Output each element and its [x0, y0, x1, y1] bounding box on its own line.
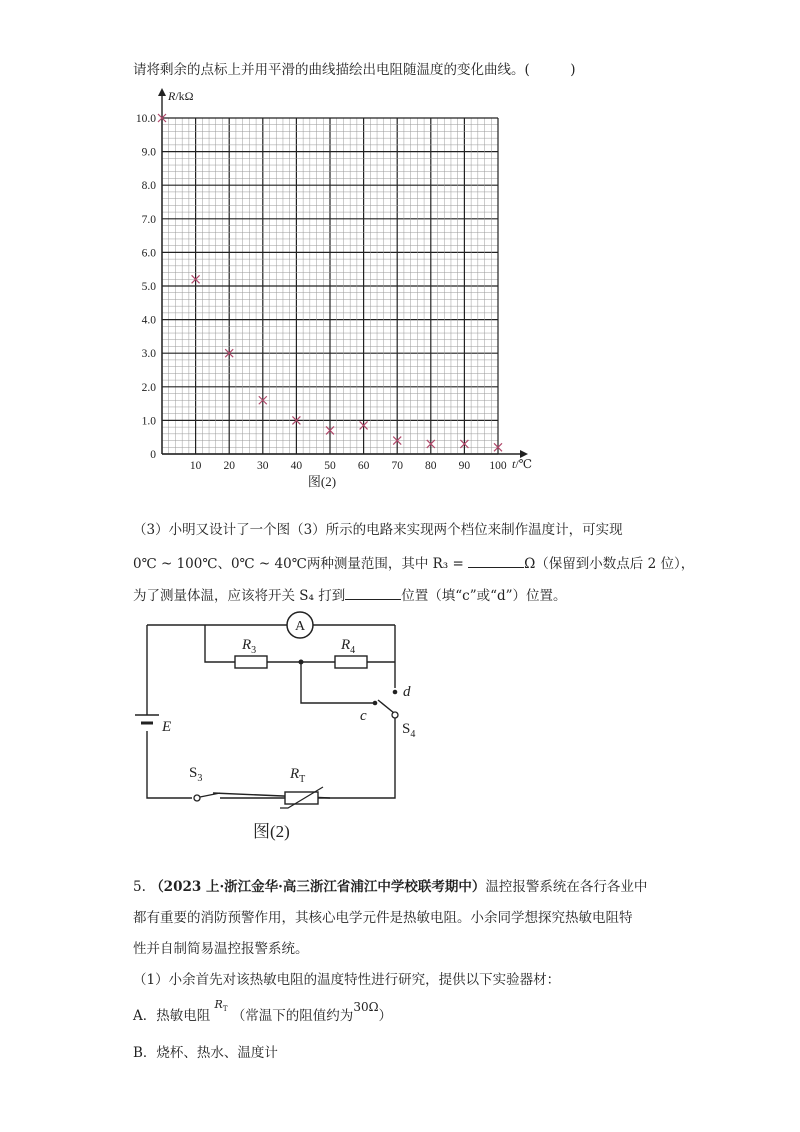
circuit-diagram: [130, 605, 430, 850]
s4-pivot-icon: [392, 712, 398, 718]
d-label: d: [403, 684, 411, 700]
q5-source: （2023 上·浙江金华·高三浙江省浦江中学校联考期中）: [150, 879, 486, 895]
q5-line1: [133, 877, 647, 897]
q3-line2-post: Ω（保留到小数点后 2 位），: [524, 556, 695, 572]
item-a-post: ）: [378, 1008, 393, 1024]
y-tick-label: 0: [150, 449, 156, 461]
s4-blade: [378, 700, 394, 713]
ammeter-label: A: [294, 619, 306, 634]
y-tick-label: 5.0: [141, 281, 156, 293]
x-axis-label: t/℃: [512, 457, 533, 471]
y-axis-arrow: [158, 88, 166, 96]
q3-line2: [133, 553, 694, 574]
r3-label: $R_3$: [242, 637, 257, 656]
resistance-temperature-chart: [120, 84, 550, 494]
q5-line4: （1）小余首先对该热敏电阻的温度特性进行研究，提供以下实验器材：: [133, 972, 561, 988]
q3-line2-pre: 0℃ ~ 100℃、0℃ ~ 40℃两种测量范围，其中 R₃ =: [133, 556, 464, 572]
y-tick-label: 10.0: [135, 113, 156, 125]
r4-label: $R_4$: [341, 637, 356, 656]
q5-item-b: B．烧杯、热水、温度计: [133, 1045, 278, 1061]
q5-line1-rest: 温控报警系统在各行各业中: [485, 879, 648, 895]
x-tick-label: 10: [189, 460, 202, 472]
q3-line3-pre: 为了测量体温，应该将开关 S₄ 打到: [133, 588, 346, 604]
s4-answer-blank[interactable]: [345, 585, 401, 600]
e-label: E: [162, 719, 172, 735]
y-tick-label: 7.0: [141, 213, 156, 226]
y-tick-label: 6.0: [141, 247, 156, 260]
r3-answer-blank[interactable]: [468, 553, 524, 568]
q3-line3-post: 位置（填“c”或“d”）位置。: [401, 588, 567, 604]
contact-d-dot: [393, 690, 398, 695]
wire-right-lower: [318, 713, 395, 798]
y-tick-label: 8.0: [141, 180, 156, 193]
x-tick-label: 30: [257, 460, 269, 472]
q5-line2: 都有重要的消防预警作用，其核心电学元件是热敏电阻。小余同学想探究热敏电阻特: [133, 910, 633, 926]
junction-dot: [299, 660, 304, 665]
x-tick-label: 80: [425, 460, 437, 472]
q3-line3: [133, 585, 567, 606]
resistor-r4-icon: [335, 656, 367, 668]
s4-label: $S_4$: [402, 721, 416, 740]
circuit-caption: 图(2): [253, 822, 290, 841]
x-tick-label: 70: [391, 460, 403, 472]
q5-line3: 性并自制简易温控报警系统。: [133, 941, 309, 957]
q5-number: 5.: [133, 879, 146, 895]
x-tick-label: 60: [357, 460, 370, 472]
y-tick-label: 4.0: [141, 314, 156, 327]
resistor-r3-icon: [235, 656, 267, 668]
y-tick-label: 1.0: [141, 415, 156, 428]
x-tick-label: 40: [290, 460, 303, 472]
x-tick-label: 100: [489, 460, 507, 472]
thermistor-icon: [285, 792, 318, 804]
wire-branch-left: [205, 625, 235, 662]
rt-label: $R_T$: [290, 766, 306, 785]
q3-line1: （3）小明又设计了一个图（3）所示的电路来实现两个档位来制作温度计，可实现: [133, 522, 623, 538]
y-tick-label: 2.0: [141, 381, 156, 394]
s3-blade: [200, 793, 220, 797]
contact-c-dot: [373, 701, 378, 706]
q5-item-a: [133, 998, 393, 1031]
question-intro: 请将剩余的点标上并用平滑的曲线描绘出电阻随温度的变化曲线。( ): [133, 62, 576, 78]
c-label: c: [360, 708, 367, 724]
x-tick-label: 20: [223, 460, 235, 472]
y-tick-label: 9.0: [141, 146, 156, 159]
item-a-rt: RT: [214, 998, 228, 1014]
chart-caption: 图(2): [307, 474, 337, 489]
s3-pivot-icon: [194, 795, 200, 801]
x-tick-label: 90: [458, 460, 471, 472]
y-axis-label: R/kΩ: [168, 89, 194, 103]
item-a-value: 30Ω: [353, 1000, 379, 1014]
item-a-mid: （常温下的阻值约为: [231, 1008, 354, 1024]
wire-left-bottom: [147, 731, 192, 798]
item-a-pre: A．热敏电阻: [133, 1008, 211, 1024]
x-tick-label: 50: [324, 460, 336, 472]
s3-label: $S_3$: [189, 765, 203, 784]
y-tick-label: 3.0: [141, 348, 156, 361]
